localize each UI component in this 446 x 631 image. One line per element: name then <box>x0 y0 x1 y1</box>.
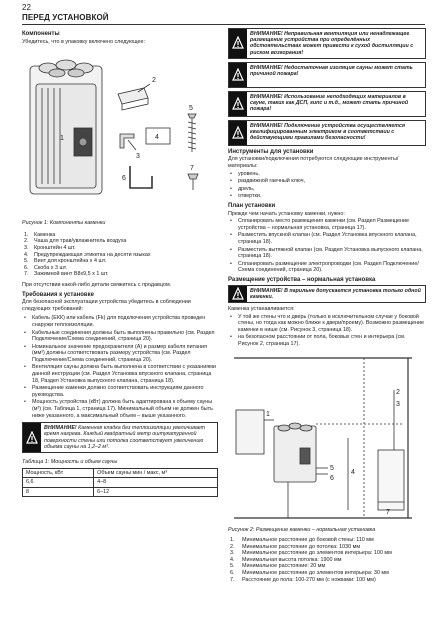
table-header: Мощность, кВт <box>23 468 94 478</box>
warning-symbol <box>23 423 41 452</box>
fig1-label-1: 1 <box>60 135 64 143</box>
fig1-label-7: 7 <box>190 165 194 173</box>
tools-heading: Инструменты для установки <box>228 148 314 155</box>
warning-label: ВНИМАНИЕ! <box>250 93 283 100</box>
fig1-label-5: 5 <box>189 105 193 113</box>
requirements-heading: Требования к установке <box>22 291 94 298</box>
fig2-label-3: 3 <box>396 401 400 409</box>
list-item: • Номинальное значение предохранителя (А) и размер кабеля питания (мм²) должны соответствовать размеру устройства (см. Раздел Подключение/Схема соединений, страница 20). <box>32 344 218 364</box>
distances-list <box>228 537 426 583</box>
warning-text: Недостаточная изоляция сауны может стать причиной пожара! <box>250 64 413 78</box>
heater-placement-diagram <box>228 350 426 525</box>
power-volume-table <box>22 468 218 498</box>
list-item: 1. Каменка <box>24 231 56 238</box>
tools-intro: Для установки/подключения потребуются следующие инструменты/материалы: <box>228 156 399 169</box>
list-item: 5. Винт для кронштейна x 4 шт. <box>24 258 107 265</box>
list-item: 4. Минимальная высота потолка: 1900 мм <box>230 556 342 563</box>
requirements-intro: Для безопасной эксплуатации устройства убедитесь в соблюдении следующих требований: <box>22 299 191 312</box>
plan-heading: План установки <box>228 202 276 209</box>
warning-text: Неправильная вентиляция или ненадлежащее размещение устройства при определённых обстоятельствах может привести к сухой дистилляции с риском возгорания! <box>250 31 414 56</box>
plan-list <box>228 218 426 274</box>
plan-intro: Прежде чем начать установку каменки, нужно: <box>228 210 345 217</box>
warning-icon <box>26 431 38 445</box>
left-column <box>22 28 218 497</box>
placement-intro: Каменка устанавливается: <box>228 305 295 312</box>
warning-symbol <box>229 63 247 87</box>
components-intro: Убедитесь, что в упаковку включено следующее: <box>22 38 145 45</box>
table1-caption: Таблица 1: Мощность и объем сауны <box>22 459 118 466</box>
list-item: • У той же стены что и дверь (только в исключительном случае у боковой стены, но тогда как можно ближе к двери/проему). Возможно размещение каменки в нише (см. Рисунок 3, страница 18). <box>238 314 426 334</box>
list-item: 5. Минимальное расстояние: 20 мм <box>230 563 326 570</box>
fig1-label-2: 2 <box>152 77 156 85</box>
list-item: • дрель, <box>238 186 426 193</box>
fig2-label-7: 7 <box>386 509 390 517</box>
fig1-label-4: 4 <box>155 134 159 142</box>
figure-heater-placement <box>228 350 426 525</box>
warning-box-single-heater <box>228 285 426 303</box>
fig1-label-3: 3 <box>136 153 140 161</box>
right-column <box>228 28 426 583</box>
list-item: 3. Минимальное расстояние до элементов интерьера: 100 мм <box>230 550 392 557</box>
warning-symbol <box>229 29 247 58</box>
warning-label: ВНИМАНИЕ! <box>250 122 283 129</box>
list-item: • Спланировать место размещения каменки (см. Раздел Размещение устройства – нормальная установка, страница 17). <box>238 218 426 231</box>
page-title: ПЕРЕД УСТАНОВКОЙ <box>22 13 109 22</box>
table-row: 8 6–12 <box>23 487 218 497</box>
list-item: 1. Минимальное расстояние до боковой стены: 110 мм <box>230 537 374 544</box>
warning-text: Использование неподходящих материалов в сауне, таких как ДСП, гипс и т.д., может стать причиной пожара! <box>250 93 409 113</box>
list-item: • Кабельные соединения должны быть выполнены правильно (см. Раздел Подключение/Схема соединений, страница 20). <box>32 330 218 343</box>
heater-components-illustration <box>22 48 218 218</box>
list-item: • Мощность устройства (кВт) должна быть адаптирована к объему сауны (м³) (см. Таблица 1, страница 17). Минимальный объем не должен быть ниже указанного, а максимальный объем – выше указанного. <box>32 399 218 419</box>
warning-box-electrician <box>228 120 426 146</box>
warning-label: ВНИМАНИЕ! <box>250 31 283 37</box>
warning-box-materials <box>228 91 426 117</box>
fig2-label-1: 1 <box>266 411 270 419</box>
warning-icon <box>232 36 244 50</box>
fig2-label-5: 5 <box>330 465 334 473</box>
list-item: 6. Минимальное расстояние до элементов интерьера: 30 мм <box>230 570 389 577</box>
list-item: 3. Кронштейн 4 шт. <box>24 244 76 251</box>
warning-box-insulation <box>228 62 426 88</box>
figure1-caption: Рисунок 1: Компоненты каменки <box>22 220 106 227</box>
warning-icon <box>232 126 244 140</box>
list-item: • Разместить вытяжной клапан (см. Раздел Установка выпускного клапана, страница 18). <box>238 247 426 260</box>
warning-symbol <box>229 121 247 145</box>
warning-label: ВНИМАНИЕ! <box>250 287 283 294</box>
fig2-label-2: 2 <box>396 389 400 397</box>
components-heading: Компоненты <box>22 31 60 37</box>
list-item: 7. Расстояние до пола: 100-270 мм (с ножками: 100 мм) <box>230 576 376 583</box>
warning-label: ВНИМАНИЕ! <box>44 425 77 432</box>
fig2-label-6: 6 <box>330 475 334 483</box>
warning-symbol <box>229 92 247 116</box>
warning-icon <box>232 97 244 111</box>
tools-list <box>228 171 426 200</box>
warning-icon <box>232 68 244 82</box>
list-item: 7. Зажимной винт В8х9,5 x 1 шт. <box>24 271 109 278</box>
title-divider <box>22 24 425 25</box>
list-item: 2. Чаша для трав/увлажнитель воздуха <box>24 238 127 245</box>
figure-heater-components <box>22 48 218 218</box>
placement-list <box>228 314 426 348</box>
table-row: 6,6 4–8 <box>23 478 218 488</box>
list-item: • Спланировать размещение электропроводки (см. Раздел Подключение/Схема соединений, страница 20). <box>238 261 426 274</box>
list-item: • Разместить впускной клапан (см. Раздел Установка впускного клапана, страница 18). <box>238 232 426 245</box>
list-item: • Размещение каменки должно соответствовать инструкциям данного руководства. <box>32 385 218 398</box>
list-item: • раздвижной гаечный ключ, <box>238 178 426 185</box>
warning-text: Каменная кладка без теплоизоляции увеличивает время нагрева. Каждый квадратный метр оштукатуренной поверхности стены или потолка соответствует увеличению объема сауны на 1,2–2 м³. <box>44 425 206 450</box>
fig1-label-6: 6 <box>122 175 126 183</box>
requirements-list <box>22 315 218 419</box>
list-item: • уровень, <box>238 171 426 178</box>
list-item: 6. Скоба x 3 шт. <box>24 264 68 271</box>
page-number: 22 <box>22 3 31 12</box>
warning-box-stone-masonry <box>22 422 218 453</box>
warning-text: Подключение устройства осуществляется квалифицированным электриком в соответствии с действующими правилами безопасности! <box>250 122 406 142</box>
components-list <box>22 232 218 278</box>
list-item: • на безопасном расстоянии от пола, боковых стен и интерьера (см. Рисунок 2, страница 17). <box>238 334 426 347</box>
warning-symbol <box>229 286 247 302</box>
list-item: • Вентиляция сауны должна быть выполнена в соответствии с указаниями данной инструкции (см. Раздел Установка впускного клапана, страница 18, Раздел Установка выпускного клапана, страница 18). <box>32 364 218 384</box>
warning-label: ВНИМАНИЕ! <box>250 64 283 71</box>
placement-heading: Размещение устройства – нормальная установка <box>228 276 376 283</box>
list-item: 4. Предупреждающая этикетка на десяти языках <box>24 251 151 258</box>
table-header: Объем сауны мин / макс, м³ <box>94 468 218 478</box>
warning-text: В парильне допускается установка только одной каменки. <box>250 287 421 300</box>
list-item: • Кабель (ЕКК) или кабель (Fk) для подключения устройства проведен снаружи теплоизоляции. <box>32 315 218 328</box>
missing-parts-note: При отсутствии какой-либо детали свяжитесь с продавцом. <box>22 281 172 288</box>
list-item: 2. Минимальное расстояние до потолка: 1030 мм <box>230 543 361 550</box>
warning-box-ventilation <box>228 28 426 59</box>
warning-icon <box>232 287 244 301</box>
fig2-label-4: 4 <box>351 469 355 477</box>
figure2-caption: Рисунок 2: Размещение каменки – нормальная установка <box>228 527 376 534</box>
list-item: • отвертки. <box>238 193 426 200</box>
